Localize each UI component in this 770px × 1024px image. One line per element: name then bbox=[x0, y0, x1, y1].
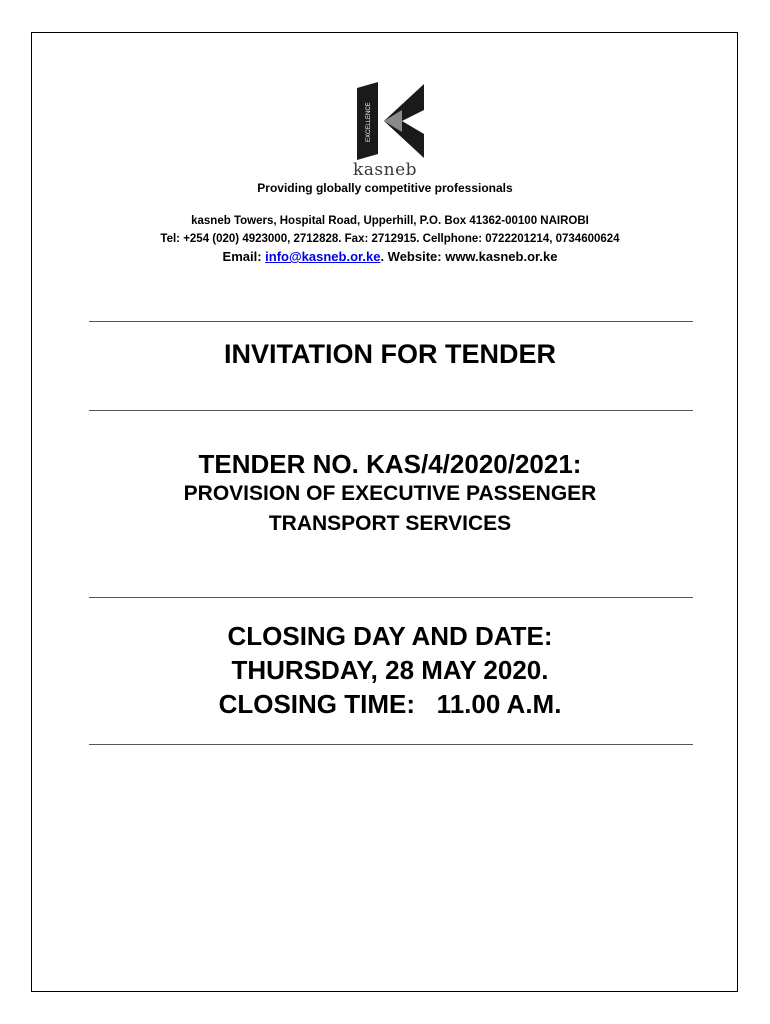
address-line: kasneb Towers, Hospital Road, Upperhill, P.O. Box 41362-00100 NAIROBI bbox=[191, 215, 589, 227]
divider bbox=[89, 321, 693, 322]
logo-lower-chevron bbox=[384, 121, 424, 158]
logo-side-text: EXCELLENCE bbox=[366, 102, 372, 142]
email-link[interactable]: info@kasneb.or.ke bbox=[265, 249, 381, 264]
tender-description-line: PROVISION OF EXECUTIVE PASSENGER bbox=[183, 482, 597, 505]
tender-number: TENDER NO. KAS/4/2020/2021: bbox=[198, 449, 582, 479]
closing-label: CLOSING DAY AND DATE: bbox=[227, 621, 553, 651]
document-title: INVITATION FOR TENDER bbox=[224, 339, 556, 369]
kasneb-logo bbox=[354, 82, 428, 160]
email-label: Email: bbox=[222, 249, 266, 264]
website-text: . Website: www.kasneb.or.ke bbox=[380, 249, 558, 264]
tender-description-line: TRANSPORT SERVICES bbox=[268, 512, 512, 535]
logo-wordmark: kasneb bbox=[352, 160, 418, 180]
tagline: Providing globally competitive professionals bbox=[257, 181, 513, 195]
logo-upper-chevron bbox=[384, 84, 424, 121]
divider bbox=[89, 597, 693, 598]
contact-line bbox=[0, 249, 770, 264]
divider bbox=[89, 744, 693, 745]
closing-time: CLOSING TIME: 11.00 A.M. bbox=[218, 689, 562, 719]
phone-line: Tel: +254 (020) 4923000, 2712828. Fax: 2712915. Cellphone: 0722201214, 0734600624 bbox=[160, 233, 620, 245]
divider bbox=[89, 410, 693, 411]
closing-date: THURSDAY, 28 MAY 2020. bbox=[231, 655, 549, 685]
